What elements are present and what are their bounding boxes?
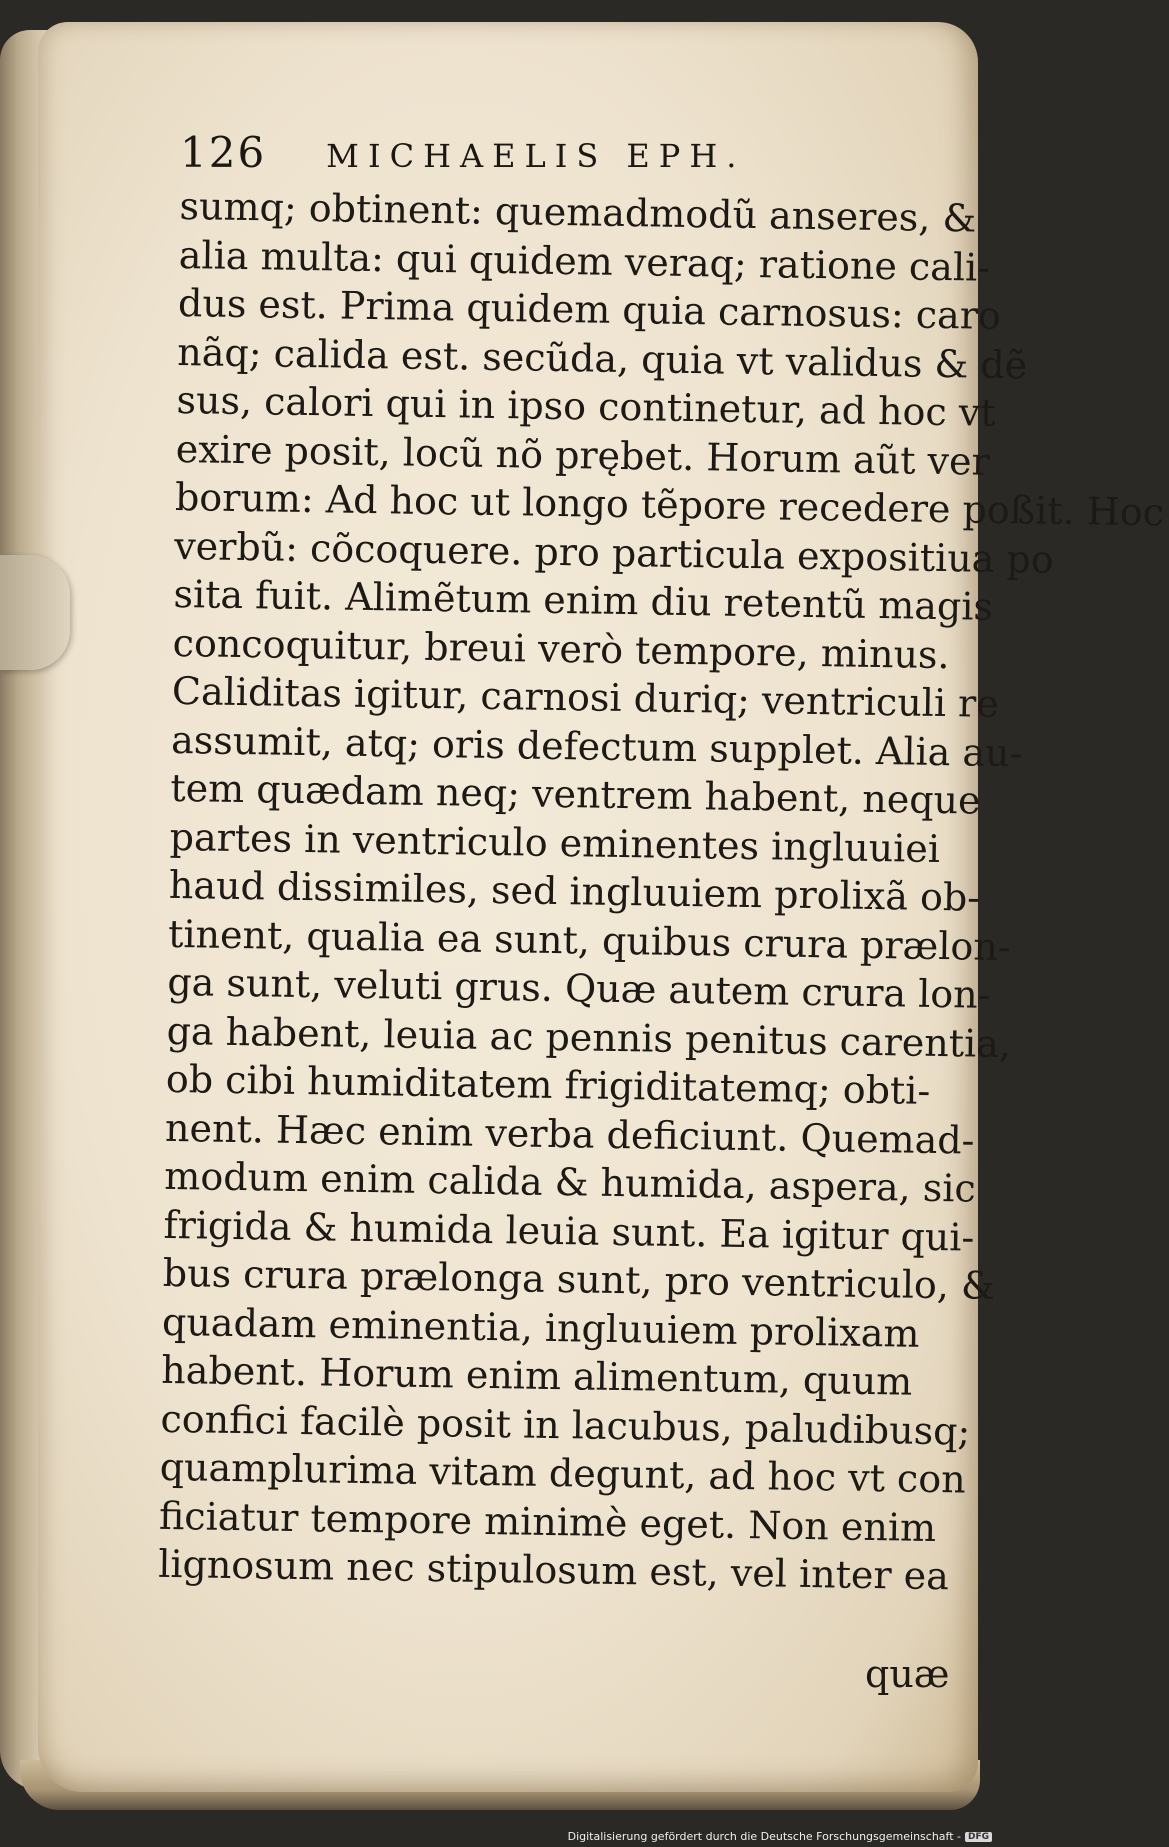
text-line: tem quædam neq; ventrem habent, neque bbox=[170, 765, 981, 823]
text-line: confici facilè posit in lacubus, paludibusq; bbox=[160, 1396, 971, 1454]
text-line: habent. Horum enim alimentum, quum bbox=[160, 1347, 913, 1404]
text-line: modum enim calida & humida, aspera, sic bbox=[164, 1153, 977, 1211]
text-line: ob cibi humiditatem frigiditatemq; obti- bbox=[165, 1056, 931, 1113]
page-number: 126 bbox=[180, 128, 267, 177]
text-line: frigida & humida leuia sunt. Ea igitur qui- bbox=[163, 1202, 975, 1260]
text-line: ga sunt, veluti grus. Quæ autem crura lon- bbox=[167, 959, 991, 1017]
text-line: partes in ventriculo eminentes ingluuiei bbox=[169, 814, 941, 871]
text-line: nent. Hæc enim verba deficiunt. Quemad- bbox=[164, 1105, 975, 1163]
catchword: quæ bbox=[865, 1652, 950, 1696]
text-line: exire posit, locũ nõ prębet. Horum aũt ver bbox=[175, 426, 991, 484]
dfg-logo-icon: DFG bbox=[965, 1832, 992, 1842]
running-header bbox=[180, 128, 960, 177]
text-line: borum: Ad hoc ut longo tẽpore recedere poßit. Hoc bbox=[174, 474, 1165, 535]
text-line: alia multa: qui quidem veraq; ratione cali- bbox=[178, 232, 991, 290]
text-line: ficiatur tempore minimè eget. Non enim bbox=[158, 1493, 937, 1550]
text-line: quamplurima vitam degunt, ad hoc vt con bbox=[159, 1444, 966, 1502]
text-line: assumit, atq; oris defectum supplet. Alia au- bbox=[170, 717, 1023, 775]
running-title: MICHAELIS EPH. bbox=[326, 137, 746, 175]
text-line: ga habent, leuia ac pennis penitus carentia, bbox=[166, 1008, 1012, 1066]
page-tab-marker bbox=[0, 555, 70, 670]
text-line: tinent, qualia ea sunt, quibus crura prælon- bbox=[167, 911, 1012, 969]
text-line: sumq; obtinent: quemadmodũ anseres, & bbox=[179, 183, 977, 241]
text-line: sus, calori qui in ipso continetur, ad hoc vt bbox=[176, 377, 996, 435]
credit-text: Digitalisierung gefördert durch die Deutsche Forschungsgemeinschaft - bbox=[567, 1830, 961, 1843]
digitization-credit bbox=[568, 1830, 992, 1843]
text-line: dus est. Prima quidem quia carnosus: caro bbox=[177, 280, 1002, 338]
text-line: bus crura prælonga sunt, pro ventriculo, & bbox=[162, 1250, 996, 1308]
text-line: lignosum nec stipulosum est, vel inter ea bbox=[157, 1541, 950, 1599]
body-text bbox=[157, 182, 1165, 1600]
text-line: nãq; calida est. secũda, quia vt validus & dẽ bbox=[176, 329, 1028, 387]
text-line: verbũ: cõcoquere. pro particula expositiua po bbox=[173, 523, 1055, 582]
text-line: concoquitur, breui verò tempore, minus. bbox=[172, 620, 950, 677]
text-line: Caliditas igitur, carnosi duriq; ventriculi re bbox=[171, 668, 1000, 726]
text-line: quadam eminentia, ingluuiem prolixam bbox=[161, 1299, 920, 1356]
text-line: haud dissimiles, sed ingluuiem prolixã ob- bbox=[168, 862, 981, 920]
text-line: sita fuit. Alimẽtum enim diu retentũ magis bbox=[173, 571, 994, 629]
